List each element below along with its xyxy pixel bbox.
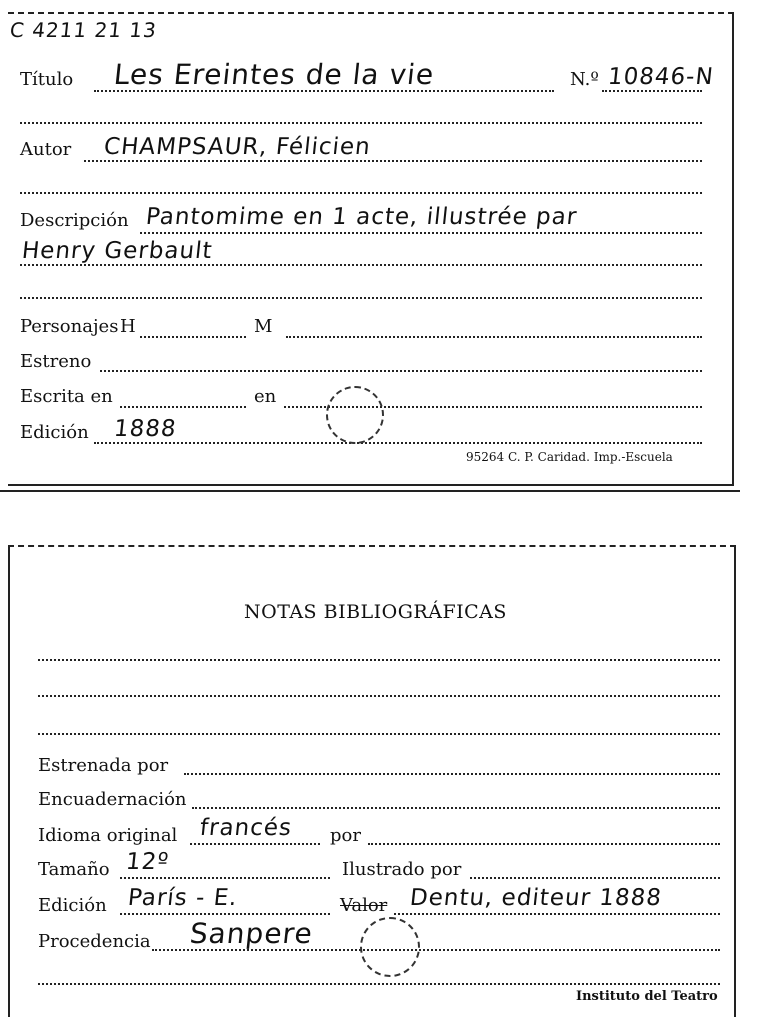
stamp-circle-2 bbox=[360, 917, 420, 977]
catalog-card-back bbox=[8, 545, 736, 1017]
personajes-m-line bbox=[286, 336, 702, 338]
descripcion-line-1 bbox=[140, 232, 702, 234]
edicion-label: Edición bbox=[20, 422, 89, 443]
numero-label: N.º bbox=[570, 69, 599, 90]
tamano-value: 12º bbox=[124, 849, 171, 875]
idioma-por-label: por bbox=[330, 825, 361, 846]
tamano-line bbox=[120, 877, 330, 879]
notas-heading: NOTAS BIBLIOGRÁFICAS bbox=[244, 601, 507, 623]
printer-credit: 95264 C. P. Caridad. Imp.-Escuela bbox=[466, 450, 673, 464]
personajes-h-label: H bbox=[120, 316, 136, 337]
autor-line bbox=[84, 160, 702, 162]
edicion-value: 1888 bbox=[112, 416, 178, 442]
estreno-line bbox=[100, 370, 702, 372]
ilustrado-line bbox=[470, 877, 720, 879]
idioma-line bbox=[190, 843, 320, 845]
encuadernacion-label: Encuadernación bbox=[38, 789, 187, 810]
edicion2-publisher: Dentu, editeur 1888 bbox=[408, 885, 664, 911]
bottom-line bbox=[38, 983, 720, 985]
escrita-line bbox=[120, 406, 246, 408]
titulo-label: Título bbox=[20, 69, 74, 90]
descripcion-line-2 bbox=[20, 264, 702, 266]
descripcion-value-1: Pantomime en 1 acte, illustrée par bbox=[144, 204, 579, 230]
catalog-note: C 4211 21 13 bbox=[8, 18, 159, 42]
idioma-por-line bbox=[368, 843, 720, 845]
descripcion-line-3 bbox=[20, 297, 702, 299]
personajes-h-line bbox=[140, 336, 246, 338]
numero-value: 10846-N bbox=[606, 64, 716, 90]
escrita-en-label: en bbox=[254, 386, 277, 407]
idioma-value: francés bbox=[198, 815, 294, 841]
ilustrado-label: Ilustrado por bbox=[342, 859, 462, 880]
personajes-label: Personajes bbox=[20, 316, 119, 337]
titulo-extra-line bbox=[20, 122, 702, 124]
autor-extra-line bbox=[20, 192, 702, 194]
catalog-card-front bbox=[8, 12, 734, 486]
institution-credit: Instituto del Teatro bbox=[576, 989, 718, 1004]
valor-line bbox=[394, 913, 720, 915]
descripcion-label: Descripción bbox=[20, 210, 129, 231]
escrita-label: Escrita en bbox=[20, 386, 113, 407]
valor-label: Valor bbox=[340, 895, 388, 916]
tamano-label: Tamaño bbox=[38, 859, 110, 880]
idioma-label: Idioma original bbox=[38, 825, 178, 846]
procedencia-value: Sanpere bbox=[188, 917, 315, 950]
notas-line-2 bbox=[38, 695, 720, 697]
autor-label: Autor bbox=[20, 139, 72, 160]
stamp-circle bbox=[326, 386, 384, 444]
edicion2-label: Edición bbox=[38, 895, 107, 916]
descripcion-value-2: Henry Gerbault bbox=[20, 238, 214, 264]
encuadernacion-line bbox=[192, 807, 720, 809]
estrenada-line bbox=[184, 773, 720, 775]
edicion-line bbox=[94, 442, 702, 444]
estrenada-label: Estrenada por bbox=[38, 755, 169, 776]
autor-value: CHAMPSAUR, Félicien bbox=[102, 134, 373, 160]
edicion2-place: París - E. bbox=[126, 885, 239, 911]
personajes-m-label: M bbox=[254, 316, 273, 337]
procedencia-label: Procedencia bbox=[38, 931, 151, 952]
edicion2-line bbox=[120, 913, 330, 915]
notas-line-1 bbox=[38, 659, 720, 661]
numero-line bbox=[602, 90, 702, 92]
titulo-value: Les Ereintes de la vie bbox=[112, 58, 436, 91]
card-separator bbox=[0, 490, 740, 492]
estreno-label: Estreno bbox=[20, 351, 92, 372]
notas-line-3 bbox=[38, 733, 720, 735]
